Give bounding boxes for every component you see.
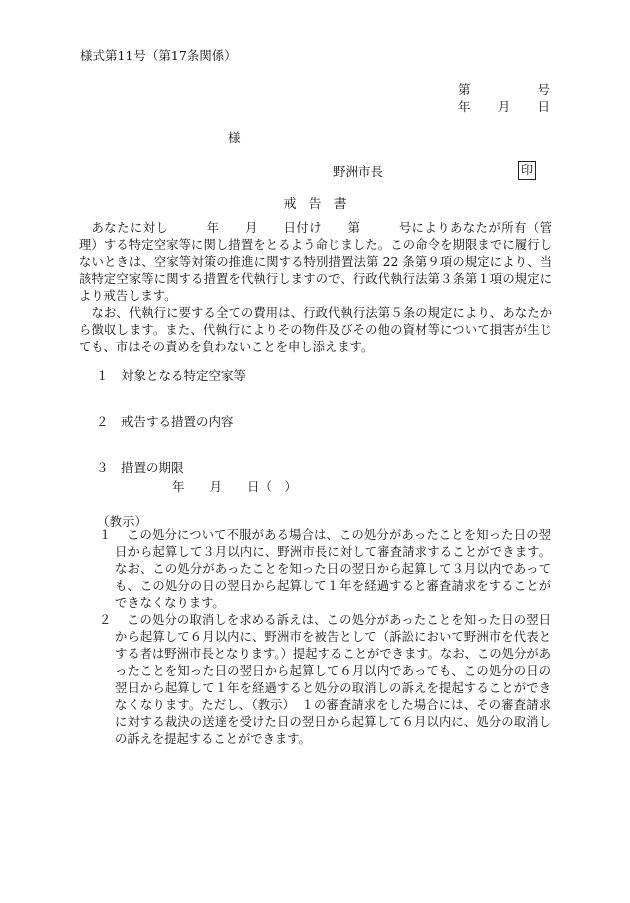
notice-heading: （教示） bbox=[97, 514, 148, 529]
notice-item bbox=[99, 612, 551, 748]
section-target-property: １ 対象となる特定空家等 bbox=[96, 368, 247, 383]
body-paragraph: なお、代執行に要する全ての費用は、行政代執行法第５条の規定により、あなたから徴収します。また、代執行によりその物件及びその他の資材等について損害が生じても、市はその責めを負わないことを申し添えます。 bbox=[79, 306, 552, 354]
date-day: 日 bbox=[537, 99, 550, 114]
section-deadline: ３ 措置の期限 bbox=[96, 460, 184, 475]
document-date bbox=[458, 101, 550, 114]
deadline-date: 年 月 日（ ） bbox=[172, 479, 298, 494]
notice-item bbox=[99, 527, 551, 612]
notice-item-text: この処分について不服がある場合は、この処分があったことを知った日の翌日から起算して３月以内に、野洲市長に対して審査請求することができます。なお、この処分があったことを知った日の翌日から起算して３月以内であっても、この処分の日の翌日から起算して１年を経過すると審査請求をすることができなくなります。 bbox=[115, 528, 551, 610]
form-number-label: 様式第11号（第17条関係） bbox=[80, 48, 237, 63]
body-paragraph: あなたに対し 年 月 日付け 第 号によりあなたが所有（管理）する特定空家等に関し措置をとるよう命じました。この命令を期限までに履行しないときは、空家等対策の推進に関する特別措置法第 22 条第９項の規定により、当該特定空家等に関する措置を代執行しますので、行政代執行法第３条第１項の規定により戒告します。 bbox=[79, 221, 552, 303]
document-number-suffix: 号 bbox=[537, 82, 550, 97]
document-number bbox=[458, 84, 550, 97]
body-text bbox=[79, 220, 552, 356]
date-month: 月 bbox=[497, 99, 511, 114]
notice-list bbox=[99, 527, 551, 748]
date-year: 年 bbox=[458, 99, 471, 114]
seal-box: 印 bbox=[518, 161, 536, 180]
document-number-prefix: 第 bbox=[458, 82, 471, 97]
issuer-name: 野洲市長 bbox=[333, 164, 384, 179]
notice-item-number: １ bbox=[99, 528, 112, 542]
section-measure-content: ２ 戒告する措置の内容 bbox=[96, 414, 234, 429]
document-title: 戒告書 bbox=[283, 197, 359, 212]
addressee-honorific: 様 bbox=[228, 130, 241, 145]
notice-item-text: この処分の取消しを求める訴えは、この処分があったことを知った日の翌日から起算して６月以内に、野洲市を被告として（訴訟において野洲市を代表とする者は野洲市長となります。）提起することができます。なお、この処分があったことを知った日の翌日から起算して６月以内であっても、この処分の日の翌日から起算して１年を経過すると処分の取消しの訴えを提起することができなくなります。ただし、（教示） １の審査請求をした場合には、その審査請求に対する裁決の送達を受けた日の翌日から起算して６月以内に、処分の取消しの訴えを提起することができます。 bbox=[115, 613, 551, 746]
notice-item-number: ２ bbox=[99, 613, 112, 627]
